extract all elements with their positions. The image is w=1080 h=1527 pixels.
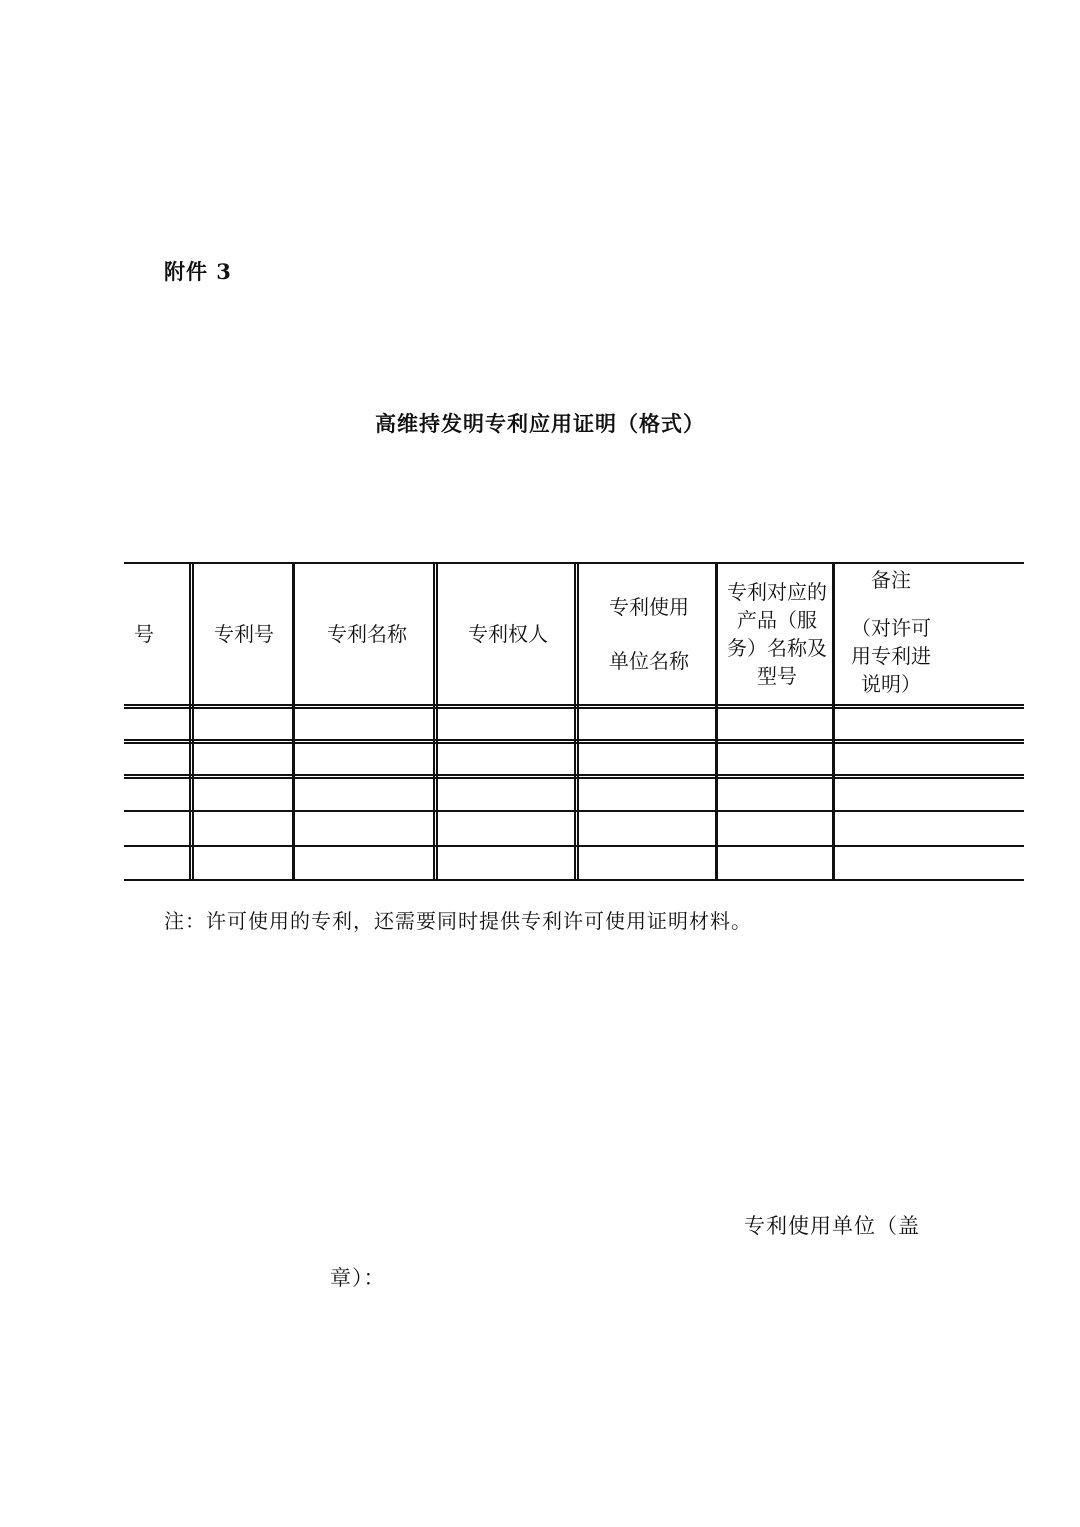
header-text: （对许可 (851, 616, 931, 640)
table-col-rule (832, 562, 835, 881)
header-text: 备注 (871, 568, 911, 592)
header-text: 务）名称及 (727, 636, 827, 660)
header-text: 单位名称 (609, 649, 689, 673)
header-cell-remarks (836, 564, 946, 706)
header-cell-patent-name (295, 564, 439, 704)
table-col-rule (715, 562, 718, 881)
header-cell-patent-number (193, 564, 295, 704)
header-text: 专利使用 (609, 595, 689, 619)
header-cell-product (718, 564, 836, 704)
table-col-rule (433, 562, 438, 881)
signature-line-1: 专利使用单位（盖 (744, 1214, 920, 1238)
header-text: 号 (134, 622, 154, 646)
table-col-rule (189, 562, 194, 881)
header-text: 专利权人 (468, 622, 548, 646)
signature-line-2: 章）： (330, 1266, 386, 1290)
page-title: 高维持发明专利应用证明（格式） (375, 411, 705, 436)
header-cell-serial (124, 564, 164, 704)
patent-table (134, 562, 931, 882)
header-text: 说明） (861, 672, 921, 696)
header-text: 专利名称 (327, 622, 407, 646)
header-text: 型号 (757, 664, 797, 688)
attachment-label: 附件 3 (164, 259, 232, 284)
table-note: 注：许可使用的专利，还需要同时提供专利许可使用证明材料。 (164, 909, 752, 933)
header-text: 用专利进 (851, 644, 931, 668)
header-text: 专利对应的 (727, 580, 827, 604)
table-col-rule (574, 562, 579, 881)
header-cell-user-unit (579, 564, 719, 704)
header-text: 产品（服 (737, 608, 817, 632)
table-col-rule (292, 562, 295, 881)
patent-table-grid (124, 562, 1024, 882)
header-cell-patentee (437, 564, 579, 704)
header-text: 专利号 (214, 622, 274, 646)
